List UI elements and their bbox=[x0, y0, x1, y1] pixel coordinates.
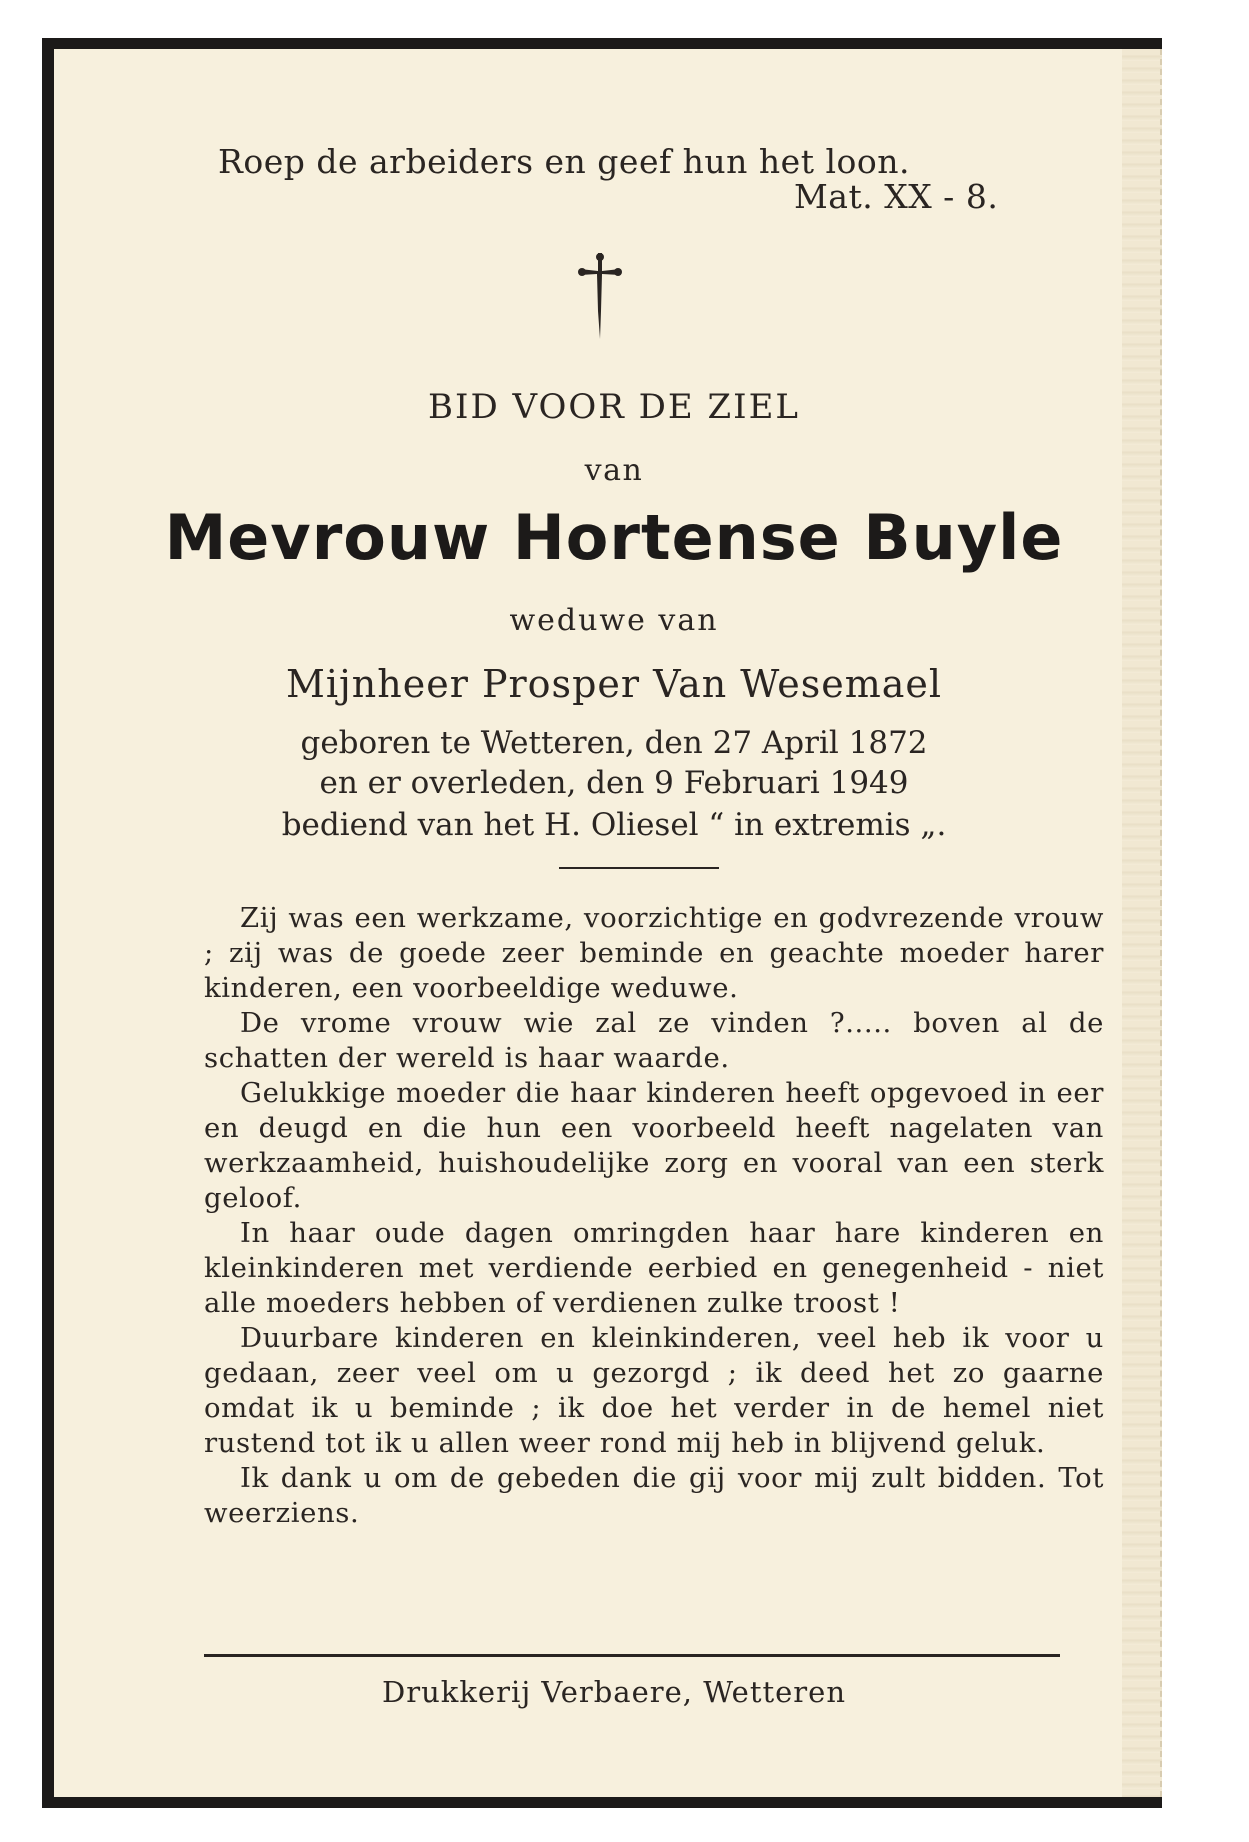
paragraph: Duurbare kinderen en kleinkinderen, veel heb ik voor u gedaan, zeer veel om u gezorgd ; ik deed het zo gaarne omdat ik u beminde ; ik doe het verder in de hemel niet rustend tot ik u allen weer rond mij heb in blijvend geluk. bbox=[204, 1322, 1104, 1459]
footer-divider bbox=[204, 1654, 1060, 1657]
paragraph: Ik dank u om de gebeden die gij voor mij zult bidden. Tot weerziens. bbox=[204, 1462, 1104, 1529]
divider bbox=[559, 867, 719, 869]
cross-icon bbox=[576, 251, 624, 341]
birth-line: geboren te Wetteren, den 27 April 1872 bbox=[300, 725, 928, 761]
death-line: en er overleden, den 9 Februari 1949 bbox=[319, 765, 909, 801]
torn-edge bbox=[1122, 49, 1162, 1797]
printer-credit: Drukkerij Verbaere, Wetteren bbox=[381, 1675, 846, 1709]
epigraph-reference: Mat. XX - 8. bbox=[794, 177, 999, 216]
sacrament-line: bediend van het H. Oliesel “ in extremis „. bbox=[281, 807, 947, 843]
paragraph: De vrome vrouw wie zal ze vinden ?..... boven al de schatten der wereld is haar waarde. bbox=[204, 1007, 1104, 1074]
epigraph: Roep de arbeiders en geef hun het loon. bbox=[218, 142, 910, 181]
body-text bbox=[204, 901, 1104, 1531]
widow-of-text: weduwe van bbox=[509, 603, 719, 638]
paragraph: In haar oude dagen omringden haar hare kinderen en kleinkinderen met verdiende eerbied en genegenheid - niet alle moeders hebben of verdienen zulke troost ! bbox=[204, 1217, 1104, 1319]
husband-name: Mijnheer Prosper Van Wesemael bbox=[285, 662, 943, 706]
deceased-name: Mevrouw Hortense Buyle bbox=[164, 501, 1064, 574]
heading: BID VOOR DE ZIEL bbox=[428, 387, 800, 427]
paragraph: Gelukkige moeder die haar kinderen heeft opgevoed in eer en deugd en die hun een voorbeeld heeft nagelaten van werkzaamheid, huishoudelijke zorg en vooral van een sterk geloof. bbox=[204, 1077, 1104, 1214]
paragraph: Zij was een werkzame, voorzichtige en godvrezende vrouw ; zij was de goede zeer beminde en geachte moeder harer kinderen, een voorbeeldige weduwe. bbox=[204, 902, 1104, 1004]
van-text: van bbox=[584, 453, 644, 488]
memorial-card bbox=[42, 38, 1162, 1808]
